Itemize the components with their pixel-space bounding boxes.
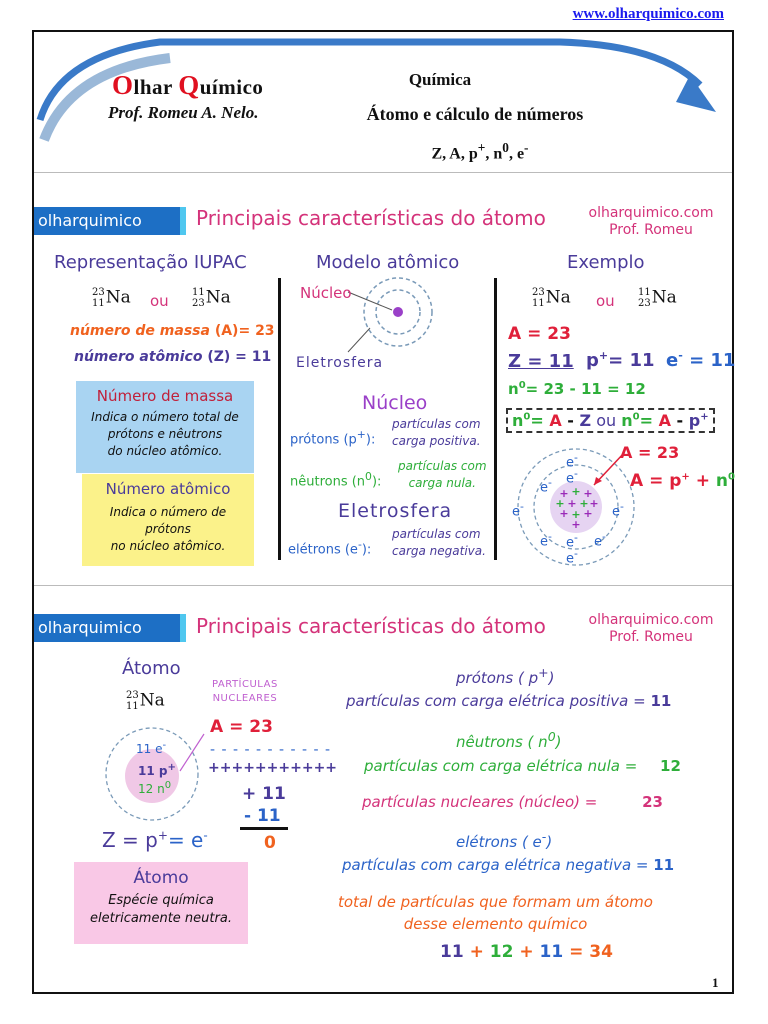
column-divider-1 [278, 278, 281, 560]
atom-definition-note: Átomo Espécie química eletricamente neutra. [74, 862, 248, 944]
electrons-title: elétrons ( e-) [456, 829, 553, 851]
professor-name: Prof. Romeu A. Nelo. [108, 103, 259, 122]
svg-text:+: + [567, 497, 577, 510]
protons-label: prótons (p+): [290, 428, 376, 448]
panel2-a-eq: A = 23 [210, 717, 273, 737]
svg-text:+: + [559, 507, 569, 520]
plus-eleven: + 11 [242, 784, 286, 804]
protons-desc: partículas com carga positiva. [392, 417, 481, 448]
column-divider-2 [494, 278, 497, 560]
protons-desc-line: partículas com carga elétrica positiva = 11 [346, 692, 672, 710]
atomic-number-line: número atômico (Z) = 11 [74, 349, 272, 365]
core-neutrons: 12 $n^0$ [138, 780, 172, 796]
svg-text:+: + [555, 497, 565, 510]
neutrons-label: nêutrons $(n^0)$: [290, 470, 382, 490]
electrons-desc-line: partículas com carga elétrica negativa = 11 [342, 856, 675, 874]
electrons-label: elétrons (e-): [288, 538, 372, 558]
example-a-eq: A = 23 [508, 324, 571, 344]
example-heading: Exemplo [567, 252, 645, 273]
electrosphere-label: Eletrosfera [296, 355, 384, 371]
subtraction-line [240, 827, 288, 830]
electrons-desc: partículas com carga negativa. [392, 527, 486, 558]
panel1-badge: olharquimico [34, 207, 180, 235]
iupac-isotope-2: 11 23Na [192, 287, 231, 309]
total-desc: total de partículas que formam um átomo desse elemento químico [338, 893, 653, 933]
neutron-formula-box: $n^0= A - Z$ ou $n^0= A - p^+$ [506, 408, 715, 433]
minus-eleven: - 11 [244, 806, 281, 826]
core-protons: 11 p+ [138, 762, 176, 778]
model-heading: Modelo atômico [316, 252, 460, 273]
svg-text:+: + [571, 485, 581, 498]
electron-mark-right: e- [612, 500, 624, 520]
nuclear-desc-line: partículas nucleares (núcleo) = 23 [362, 793, 663, 811]
svg-text:+: + [571, 508, 581, 521]
atom-model-diagram [356, 276, 456, 356]
electron-mark-lower-left: e- [540, 530, 552, 550]
example-arrow-label: A = 23 [620, 443, 680, 462]
neutrons-desc-line: partículas com carga elétrica nula = 12 [364, 757, 681, 775]
example-isotope-2: 11 23Na [638, 287, 677, 309]
nuclear-particles-label: PARTÍCULAS NUCLEARES [212, 679, 278, 704]
electron-marks-top: e- e- [566, 451, 578, 487]
electron-dashes: - - - - - - - - - - - [210, 742, 332, 758]
mass-number-note: Número de massa Indica o número total de prótons e nêutrons do núcleo atômico. [76, 381, 254, 473]
symbols-line: Z, A, p+, $n^0$, e- [431, 140, 529, 163]
example-p-eq: p+= 11 [586, 349, 655, 371]
subject-title: Química [408, 70, 472, 89]
nucleus-label: Núcleo [300, 284, 352, 302]
protons-title: prótons ( p+) [456, 665, 555, 687]
svg-text:+: + [559, 487, 569, 500]
result-zero: 0 [264, 833, 276, 853]
example-isotope-1: 23 11Na [532, 287, 571, 309]
electron-mark-left: e- [540, 476, 552, 496]
site-url-link[interactable]: www.olharquimico.com [572, 6, 724, 22]
svg-text:+: + [571, 518, 581, 531]
nucleus-heading: Núcleo [362, 392, 428, 414]
electrosphere-heading: Eletrosfera [338, 500, 453, 522]
neutrons-title: nêutrons ( $n^0$) [456, 729, 562, 751]
svg-text:+: + [583, 507, 593, 520]
atomic-number-note: Número atômico Indica o número de prótons no núcleo atômico. [82, 474, 254, 566]
panel2-isotope: 23 11Na [126, 690, 165, 712]
iupac-heading: Representação IUPAC [54, 252, 247, 273]
charge-balance-eq: Z = p+= e- [102, 828, 208, 852]
example-sum-formula: $A = p^+ + n^0$ [630, 471, 735, 491]
svg-text:+: + [583, 487, 593, 500]
electron-mark-far-left: e- [512, 500, 524, 520]
svg-text:+: + [589, 497, 599, 510]
example-e-eq: e- = 11 [666, 349, 736, 371]
iupac-isotope-1: 23 11Na [92, 287, 131, 309]
logo: Olhar Químico [112, 70, 264, 100]
page-number: 1 [712, 975, 719, 990]
ring-electrons: 11 e- [136, 740, 167, 756]
electron-mark-lower-right: e- [594, 530, 606, 550]
example-or: ou [596, 292, 615, 310]
atom-heading: Átomo [122, 658, 181, 679]
mass-number-line: número de massa (A)= 23 [70, 323, 275, 339]
panel1-title: Principais características do átomo [196, 206, 546, 230]
proton-pluses: +++++++++++ [208, 760, 338, 776]
panel2-site: olharquimico.com Prof. Romeu [588, 612, 714, 645]
example-z-eq: Z = 11 [508, 351, 574, 372]
panel-divider [34, 585, 732, 586]
total-sum-line: 11 + 12 + 11 = 34 [440, 942, 613, 962]
panel2-title: Principais características do átomo [196, 614, 546, 638]
electron-marks-bottom: e- e- [566, 531, 578, 567]
header-divider [34, 172, 732, 173]
panel1-site: olharquimico.com Prof. Romeu [588, 205, 714, 238]
panel2-badge: olharquimico [34, 614, 180, 642]
svg-text:+: + [579, 497, 589, 510]
example-n-eq: $n^0= 23 - 11 = 12$ [508, 380, 646, 398]
neutrons-desc: partículas com carga nula. [398, 459, 487, 490]
topic-title: Átomo e cálculo de números [366, 104, 584, 124]
iupac-or: ou [150, 292, 169, 310]
